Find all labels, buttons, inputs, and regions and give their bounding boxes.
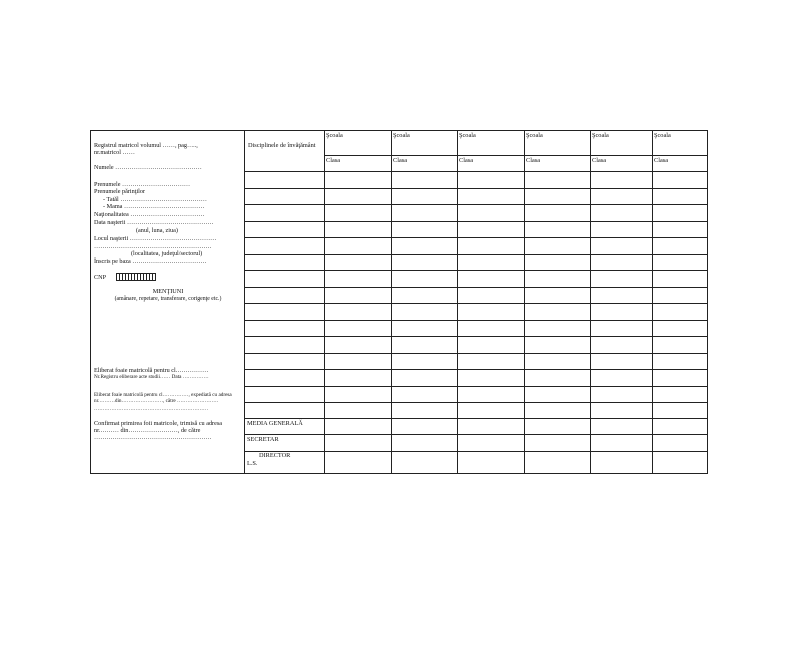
director-label: DIRECTOR <box>259 452 291 459</box>
confirmation-text: Confirmat primirea foii matricole, trimisă cu adresa nr.……… din……………………, de către ………………………………………………… <box>94 420 223 442</box>
class-label: Clasa <box>326 157 340 164</box>
enrolled-line: Înscris pe baza ……………………………… <box>94 258 207 265</box>
subject-row-line <box>245 451 707 452</box>
subject-row-line <box>245 221 707 222</box>
registry-form <box>90 130 708 474</box>
subject-row-line <box>245 336 707 337</box>
first-name-line: Prenumele …………………………… <box>94 181 191 188</box>
grid-column-divider <box>524 131 525 473</box>
subject-row-line <box>245 303 707 304</box>
subjects-header: Disciplinele de învăţământ <box>248 142 316 149</box>
mentions-title: MENŢIUNI <box>152 288 184 295</box>
subject-row-line <box>245 204 707 205</box>
secretary-label: SECRETAR <box>247 436 279 443</box>
registry-line-2: nr.matricol …… <box>94 149 135 156</box>
subject-row-line <box>245 353 707 354</box>
grid-column-divider <box>457 131 458 473</box>
general-average-label: MEDIA GENERALĂ <box>247 420 303 427</box>
school-label: Şcoala <box>459 132 476 139</box>
birth-place-line: Locul naşterii …………………………………… <box>94 235 217 242</box>
father-line: - Tatăl …………………………………… <box>103 196 207 203</box>
school-label: Şcoala <box>393 132 410 139</box>
header-divider <box>245 171 707 172</box>
cnp-label: CNP <box>94 274 107 281</box>
birth-date-hint: (anul, luna, ziua) <box>136 227 178 234</box>
class-label: Clasa <box>393 157 407 164</box>
grid-column-divider <box>652 131 653 473</box>
seal-label: L.S. <box>247 460 258 467</box>
subject-row-line <box>245 287 707 288</box>
grid-column-divider <box>590 131 591 473</box>
subject-row-line <box>245 270 707 271</box>
nationality-line: Naţionalitatea ……………………………… <box>94 211 205 218</box>
subject-row-line <box>245 188 707 189</box>
subject-row-line <box>245 254 707 255</box>
subject-row-line <box>245 386 707 387</box>
issued-sheet-line: Eliberat foaie matricolă pentru cl.…………… <box>94 367 209 374</box>
school-label: Şcoala <box>326 132 343 139</box>
subject-row-line <box>245 237 707 238</box>
issued-sheet-2-line: Eliberat foaie matricolă pentru cl……………, expediată cu adresa nr.………din……………………, către …………………… <box>94 392 232 404</box>
cnp-digit-box <box>152 273 156 281</box>
class-label: Clasa <box>526 157 540 164</box>
grid-column-divider <box>324 131 325 473</box>
school-class-divider <box>324 155 707 156</box>
registry-line-1: Registrul matricol volumul ……, pag….., <box>94 142 198 149</box>
subject-row-line <box>245 418 707 419</box>
grades-grid <box>245 131 707 473</box>
subject-row-line <box>245 369 707 370</box>
issued-dots: ………………………………………………………… <box>94 406 209 412</box>
mentions-hint: (amânare, repetare, transferare, corigenţe etc.) <box>114 296 222 302</box>
birth-place-hint: (localitatea, judeţul/sectorul) <box>131 250 203 257</box>
school-label: Şcoala <box>526 132 543 139</box>
birth-date-line: Data naşterii …………………………………… <box>94 219 214 226</box>
mother-line: - Mama ………………………………… <box>103 203 205 210</box>
grid-column-divider <box>391 131 392 473</box>
parents-heading: Prenumele părinţilor <box>94 188 146 195</box>
last-name-line: Numele …………………………………… <box>94 164 202 171</box>
class-label: Clasa <box>592 157 606 164</box>
school-label: Şcoala <box>592 132 609 139</box>
subject-row-line <box>245 402 707 403</box>
cnp-boxes <box>116 273 155 281</box>
class-label: Clasa <box>459 157 473 164</box>
student-details-panel <box>91 131 245 473</box>
school-label: Şcoala <box>654 132 671 139</box>
issued-registry-line: Nr.Registru eliberare acte studii…… Data …………… <box>94 374 209 380</box>
class-label: Clasa <box>654 157 668 164</box>
birth-place-dots: ………………………………………………… <box>94 243 212 250</box>
subject-row-line <box>245 434 707 435</box>
subject-row-line <box>245 320 707 321</box>
